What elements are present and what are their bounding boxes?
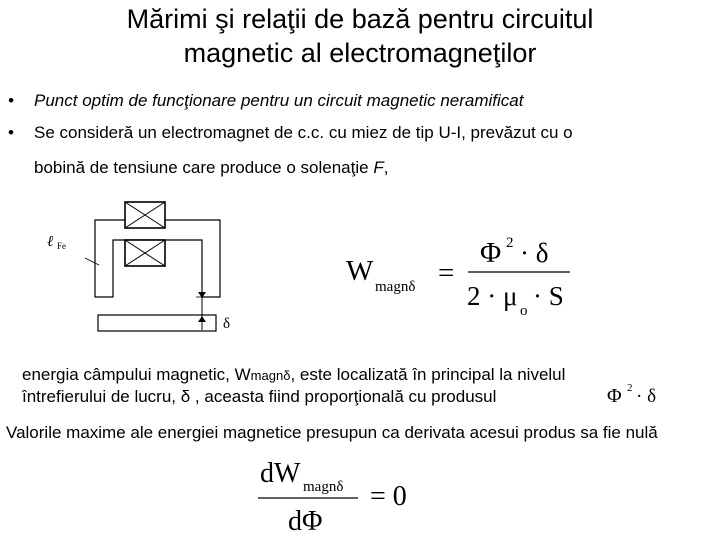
svg-text:= 0: = 0 (370, 481, 407, 512)
wmagn-subscript: magnδ (250, 368, 291, 383)
derivative-formula (258, 458, 407, 537)
bullet-2-text: Se consideră un electromagnet de c.c. cu miez de tip U-I, prevăzut cu o (34, 123, 573, 142)
svg-text:dW: dW (260, 458, 301, 489)
title-line-2: magnetic al electromagneţilor (183, 38, 537, 68)
energy-paragraph-line-2: întrefierului de lucru, δ , aceasta fiind proporţională cu produsul (22, 387, 497, 406)
svg-text:· δ: · δ (520, 238, 549, 268)
title-line-1: Mărimi şi relaţii de bază pentru circuitul (126, 4, 594, 34)
diagram-label-l: ℓ (47, 234, 54, 250)
svg-text:dΦ: dΦ (288, 506, 323, 537)
energy-formula (346, 235, 570, 319)
svg-text:magnδ: magnδ (375, 279, 416, 295)
bullet-1-text: Punct optim de funcţionare pentru un circuit magnetic neramificat (34, 91, 524, 110)
svg-text:2 · μ: 2 · μ (467, 281, 518, 311)
bullet-2-cont-text: bobină de tensiune care produce o solenaţie (34, 158, 374, 177)
svg-text:magnδ: magnδ (303, 479, 344, 495)
energy-paragraph (22, 364, 712, 407)
svg-text:o: o (520, 303, 528, 319)
diagram-label-delta: δ (223, 316, 231, 332)
svg-text:W: W (346, 255, 374, 287)
energy-paragraph-line-1: energia câmpului magnetic, Wmagnδ, este localizată în principal la nivelul (22, 365, 566, 384)
svg-text:· S: · S (533, 281, 564, 311)
svg-text:2: 2 (506, 235, 514, 251)
bullet-2-cont-end: , (383, 158, 389, 177)
bullet-dot-icon: • (8, 123, 14, 142)
maximum-paragraph: Valorile maxime ale energiei magnetice presupun ca derivata acesui produs sa fie nulă (6, 423, 658, 442)
svg-text:=: = (438, 257, 455, 289)
svg-text:Φ: Φ (480, 237, 502, 269)
bullet-dot-icon: • (8, 91, 14, 110)
svg-text:· δ: · δ (636, 386, 657, 407)
svg-text:Φ: Φ (607, 385, 622, 407)
i-bar (98, 315, 216, 331)
solenation-variable: F (373, 158, 384, 177)
diagram-label-l-sub: Fe (57, 241, 66, 251)
svg-text:2: 2 (627, 382, 633, 394)
